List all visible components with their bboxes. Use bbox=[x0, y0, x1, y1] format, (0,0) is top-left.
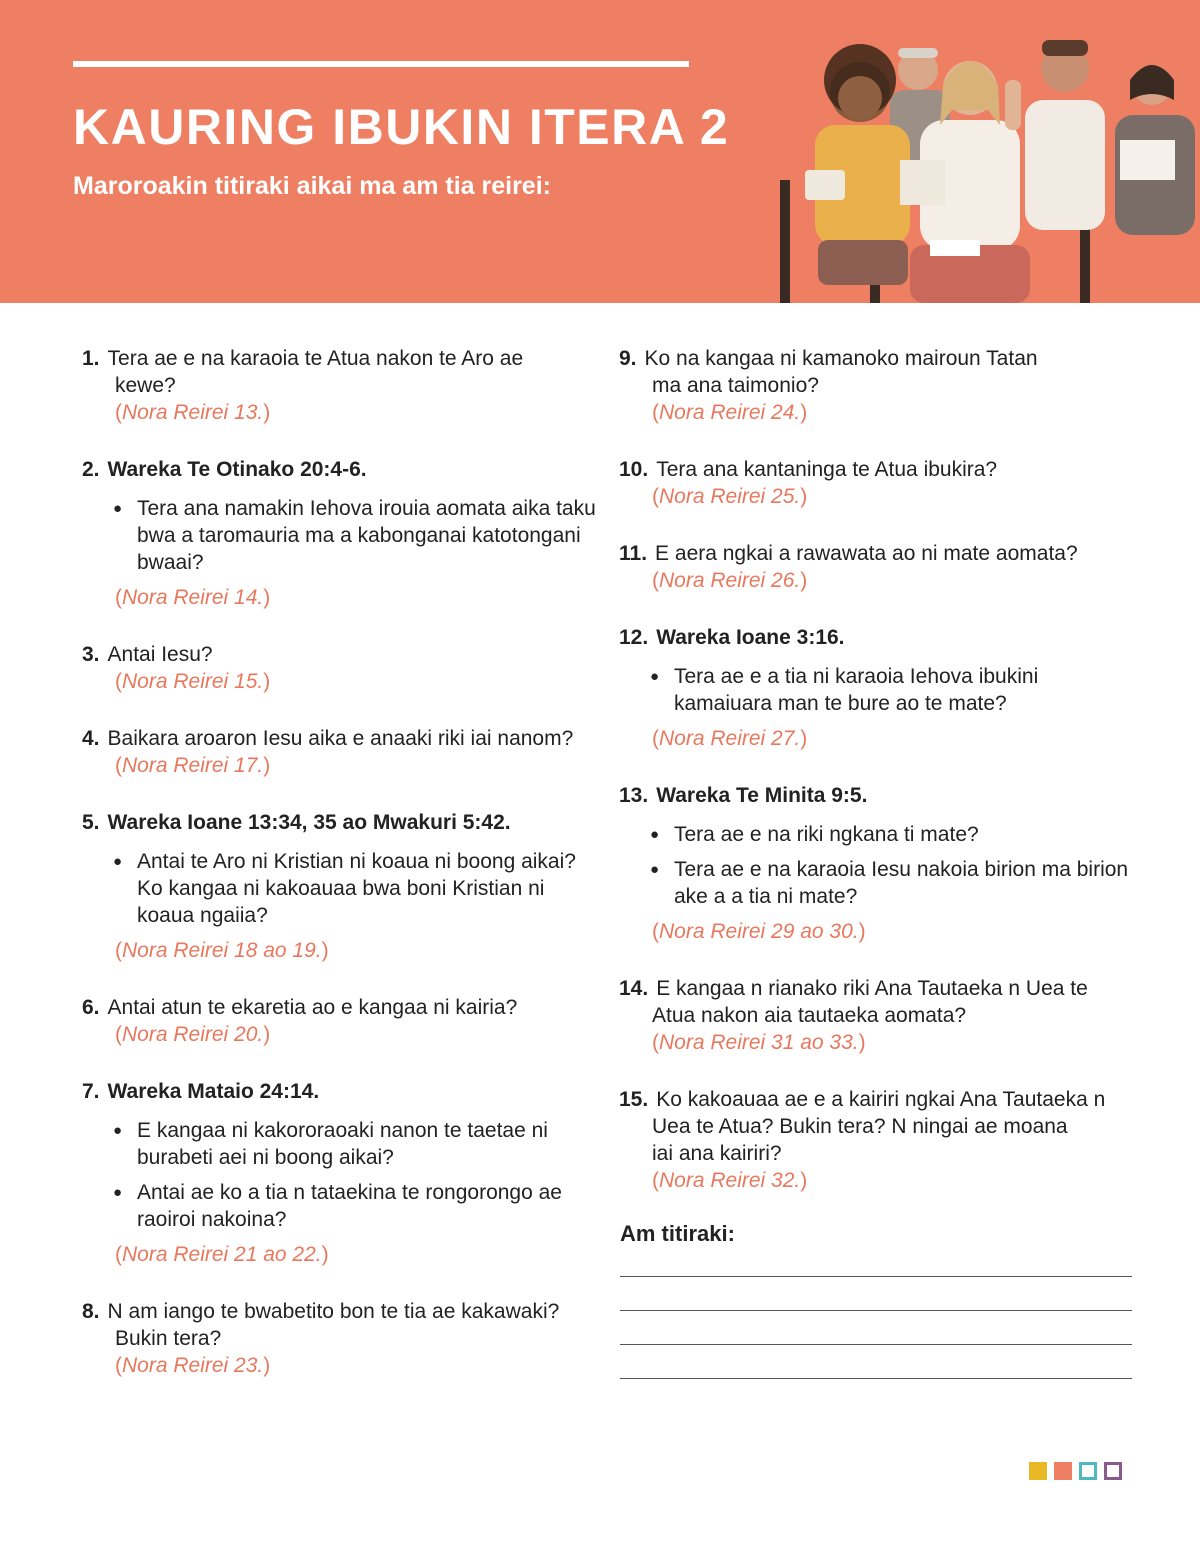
question-number: 3. bbox=[82, 643, 100, 666]
reference-open-paren: ( bbox=[115, 1354, 122, 1377]
question-text: Baikara aroaron Iesu aika e anaaki riki iai nanom? bbox=[107, 727, 574, 750]
reference-text: Nora Reirei 25. bbox=[659, 485, 801, 508]
question-text: ma ana taimonio? bbox=[652, 374, 819, 397]
reference-text: Nora Reirei 17. bbox=[122, 754, 264, 777]
reference-open-paren: ( bbox=[652, 569, 659, 592]
question-item bbox=[82, 725, 602, 779]
lesson-reference bbox=[619, 483, 1139, 510]
reference-text: Nora Reirei 27. bbox=[659, 727, 801, 750]
bullet-item: ● Tera ae e a tia ni karaoia Iehova ibukini kamaiuara man te bure ao te mate? bbox=[619, 663, 1139, 717]
bullet-list bbox=[619, 821, 1139, 910]
lesson-reference bbox=[619, 567, 1139, 594]
question-text: Tera ana kantaninga te Atua ibukira? bbox=[656, 458, 998, 481]
yellow-square-icon bbox=[1029, 1462, 1047, 1480]
question-first-line bbox=[619, 345, 1139, 372]
lesson-reference bbox=[82, 752, 602, 779]
teal-outline-square-icon bbox=[1079, 1462, 1097, 1480]
answer-label: Am titiraki: bbox=[620, 1221, 735, 1246]
question-item bbox=[82, 1298, 602, 1379]
reference-close-paren: ) bbox=[800, 485, 808, 508]
lesson-reference bbox=[82, 1241, 602, 1268]
question-text: kewe? bbox=[115, 374, 176, 397]
answer-line[interactable] bbox=[620, 1276, 1132, 1277]
lesson-reference bbox=[619, 399, 1139, 426]
questions-right-column bbox=[619, 345, 1139, 1194]
question-item bbox=[619, 456, 1139, 510]
question-text: Antai atun te ekaretia ao e kangaa ni kairia? bbox=[107, 996, 518, 1019]
question-first-line bbox=[619, 624, 1139, 651]
reference-open-paren: ( bbox=[652, 401, 659, 424]
question-first-line bbox=[82, 1298, 602, 1325]
question-first-line bbox=[82, 809, 602, 836]
question-first-line bbox=[619, 782, 1139, 809]
bullet-item: ● Antai te Aro ni Kristian ni koaua ni boong aikai? Ko kangaa ni kakoauaa bwa boni Kristian ni koaua ngaiia? bbox=[82, 848, 602, 929]
question-item bbox=[82, 456, 602, 611]
reference-close-paren: ) bbox=[263, 754, 271, 777]
question-first-line bbox=[82, 994, 602, 1021]
question-first-line bbox=[82, 641, 602, 668]
bullet-item: ● Antai ae ko a tia n tataekina te rongorongo ae raoiroi nakoina? bbox=[82, 1179, 602, 1233]
reference-text: Nora Reirei 32. bbox=[659, 1169, 801, 1192]
header-banner bbox=[0, 0, 1200, 303]
reference-close-paren: ) bbox=[263, 586, 271, 609]
reference-close-paren: ) bbox=[858, 920, 866, 943]
lesson-reference bbox=[82, 1352, 602, 1379]
reference-text: Nora Reirei 26. bbox=[659, 569, 801, 592]
question-number: 2. bbox=[82, 458, 100, 481]
page-subtitle: Maroroakin titiraki aikai ma am tia reirei: bbox=[73, 172, 551, 200]
orange-square-icon bbox=[1054, 1462, 1072, 1480]
answer-line[interactable] bbox=[620, 1344, 1132, 1345]
read-instruction: Wareka Ioane 3:16. bbox=[656, 626, 845, 649]
question-text: Atua nakon aia tautaeka aomata? bbox=[652, 1004, 967, 1027]
reference-close-paren: ) bbox=[800, 1169, 808, 1192]
reference-open-paren: ( bbox=[115, 586, 122, 609]
question-text: Ko kakoauaa ae e a kairiri ngkai Ana Tautaeka n bbox=[656, 1088, 1106, 1111]
reference-text: Nora Reirei 14. bbox=[122, 586, 264, 609]
reference-close-paren: ) bbox=[800, 727, 808, 750]
question-text: N am iango te bwabetito bon te tia ae kakawaki? bbox=[107, 1300, 560, 1323]
reference-open-paren: ( bbox=[652, 485, 659, 508]
question-item bbox=[619, 1086, 1139, 1194]
purple-outline-square-icon bbox=[1104, 1462, 1122, 1480]
reference-close-paren: ) bbox=[263, 1354, 271, 1377]
reference-text: Nora Reirei 24. bbox=[659, 401, 801, 424]
question-first-line bbox=[82, 725, 602, 752]
bullet-list bbox=[619, 663, 1139, 717]
question-item bbox=[82, 994, 602, 1048]
question-number: 13. bbox=[619, 784, 649, 807]
read-instruction: Wareka Te Minita 9:5. bbox=[656, 784, 868, 807]
question-item bbox=[82, 809, 602, 964]
reference-open-paren: ( bbox=[115, 1243, 122, 1266]
decorative-squares bbox=[1029, 1462, 1122, 1480]
question-number: 4. bbox=[82, 727, 100, 750]
read-instruction: Wareka Mataio 24:14. bbox=[107, 1080, 320, 1103]
lesson-reference bbox=[82, 668, 602, 695]
read-instruction: Wareka Te Otinako 20:4-6. bbox=[107, 458, 367, 481]
reference-open-paren: ( bbox=[652, 1031, 659, 1054]
bullet-item: ● Tera ae e na riki ngkana ti mate? bbox=[619, 821, 1139, 848]
question-first-line bbox=[619, 975, 1139, 1002]
question-text: Tera ae e na karaoia te Atua nakon te Aro ae bbox=[107, 347, 524, 370]
answer-line[interactable] bbox=[620, 1310, 1132, 1311]
read-instruction: Wareka Ioane 13:34, 35 ao Mwakuri 5:42. bbox=[107, 811, 511, 834]
reference-close-paren: ) bbox=[321, 1243, 329, 1266]
reference-text: Nora Reirei 20. bbox=[122, 1023, 264, 1046]
lesson-reference bbox=[82, 1021, 602, 1048]
question-number: 1. bbox=[82, 347, 100, 370]
reference-close-paren: ) bbox=[858, 1031, 866, 1054]
reference-open-paren: ( bbox=[115, 754, 122, 777]
question-number: 10. bbox=[619, 458, 649, 481]
reference-open-paren: ( bbox=[115, 1023, 122, 1046]
questions-left-column bbox=[82, 345, 602, 1379]
lesson-reference bbox=[619, 1167, 1139, 1194]
question-number: 6. bbox=[82, 996, 100, 1019]
lesson-reference bbox=[619, 918, 1139, 945]
question-text: Uea te Atua? Bukin tera? N ningai ae moana bbox=[652, 1115, 1068, 1138]
question-first-line bbox=[82, 345, 602, 372]
question-number: 11. bbox=[619, 542, 648, 565]
reference-open-paren: ( bbox=[115, 939, 122, 962]
reference-text: Nora Reirei 31 ao 33. bbox=[659, 1031, 859, 1054]
lesson-reference bbox=[82, 399, 602, 426]
question-first-line bbox=[619, 540, 1139, 567]
question-item bbox=[82, 641, 602, 695]
lesson-reference bbox=[619, 1029, 1139, 1056]
question-item bbox=[619, 540, 1139, 594]
question-number: 8. bbox=[82, 1300, 100, 1323]
question-number: 7. bbox=[82, 1080, 100, 1103]
answer-line[interactable] bbox=[620, 1378, 1132, 1379]
reference-text: Nora Reirei 21 ao 22. bbox=[122, 1243, 322, 1266]
question-number: 14. bbox=[619, 977, 649, 1000]
reference-close-paren: ) bbox=[263, 1023, 271, 1046]
reference-close-paren: ) bbox=[321, 939, 329, 962]
question-text: E kangaa n rianako riki Ana Tautaeka n Uea te bbox=[656, 977, 1088, 1000]
bullet-item: ● E kangaa ni kakororaoaki nanon te taetae ni burabeti aei ni boong aikai? bbox=[82, 1117, 602, 1171]
question-number: 5. bbox=[82, 811, 100, 834]
question-first-line bbox=[82, 456, 602, 483]
reference-open-paren: ( bbox=[652, 727, 659, 750]
reference-text: Nora Reirei 18 ao 19. bbox=[122, 939, 322, 962]
question-item bbox=[82, 345, 602, 426]
lesson-reference bbox=[82, 937, 602, 964]
people-illustration bbox=[760, 30, 1200, 303]
reference-open-paren: ( bbox=[115, 401, 122, 424]
reference-open-paren: ( bbox=[115, 670, 122, 693]
question-text: iai ana kairiri? bbox=[652, 1142, 782, 1165]
reference-close-paren: ) bbox=[263, 401, 271, 424]
question-first-line bbox=[619, 456, 1139, 483]
reference-text: Nora Reirei 23. bbox=[122, 1354, 264, 1377]
question-number: 12. bbox=[619, 626, 649, 649]
question-number: 15. bbox=[619, 1088, 649, 1111]
bullet-list bbox=[82, 495, 602, 576]
reference-text: Nora Reirei 15. bbox=[122, 670, 264, 693]
question-first-line bbox=[82, 1078, 602, 1105]
lesson-reference bbox=[82, 584, 602, 611]
reference-text: Nora Reirei 29 ao 30. bbox=[659, 920, 859, 943]
question-item bbox=[619, 782, 1139, 945]
reference-close-paren: ) bbox=[263, 670, 271, 693]
reference-close-paren: ) bbox=[800, 569, 808, 592]
reference-open-paren: ( bbox=[652, 1169, 659, 1192]
reference-open-paren: ( bbox=[652, 920, 659, 943]
lesson-reference bbox=[619, 725, 1139, 752]
question-item bbox=[82, 1078, 602, 1268]
reference-text: Nora Reirei 13. bbox=[122, 401, 264, 424]
bullet-list bbox=[82, 1117, 602, 1233]
page-title: KAURING IBUKIN ITERA 2 bbox=[73, 99, 730, 155]
question-item bbox=[619, 975, 1139, 1056]
header-rule bbox=[73, 61, 689, 67]
question-text: Bukin tera? bbox=[115, 1327, 222, 1350]
bullet-list bbox=[82, 848, 602, 929]
question-text: E aera ngkai a rawawata ao ni mate aomata? bbox=[655, 542, 1078, 565]
question-text: Ko na kangaa ni kamanoko mairoun Tatan bbox=[644, 347, 1038, 370]
question-item bbox=[619, 624, 1139, 752]
bullet-item: ● Tera ana namakin Iehova irouia aomata aika taku bwa a taromauria ma a kabonganai katotongani bwaai? bbox=[82, 495, 602, 576]
bullet-item: ● Tera ae e na karaoia Iesu nakoia birion ma birion ake a a tia ni mate? bbox=[619, 856, 1139, 910]
reference-close-paren: ) bbox=[800, 401, 808, 424]
question-item bbox=[619, 345, 1139, 426]
question-text: Antai Iesu? bbox=[107, 643, 213, 666]
question-first-line bbox=[619, 1086, 1139, 1113]
question-number: 9. bbox=[619, 347, 637, 370]
